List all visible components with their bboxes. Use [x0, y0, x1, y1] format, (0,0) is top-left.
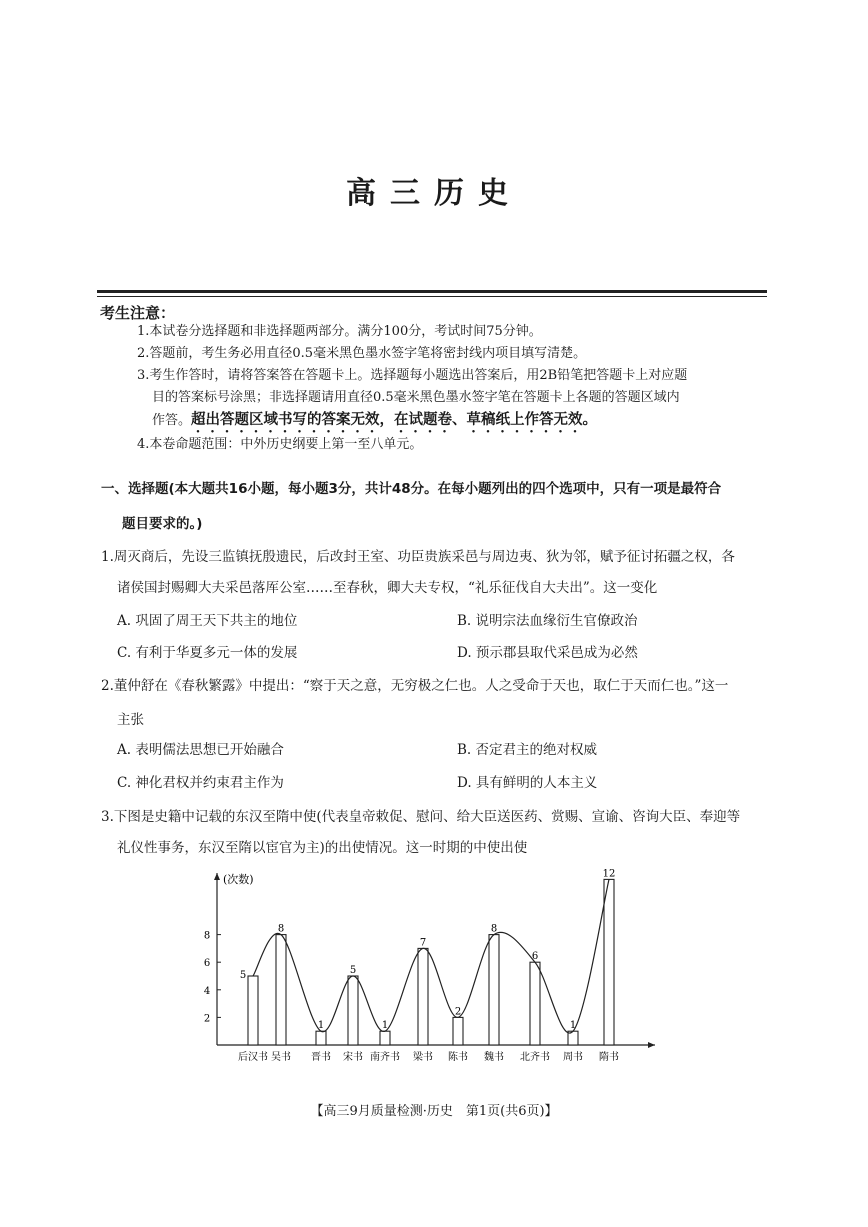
- bar: [418, 948, 428, 1045]
- q1-stem-line-2: 诸侯国封赐卿大夫采邑落厍公室……至春秋，卿大夫专权，“礼乐征伐自大夫出”。这一变化: [117, 580, 658, 596]
- data-label: 12: [602, 868, 616, 880]
- category-label: 魏书: [484, 1052, 504, 1063]
- category-label: 梁书: [413, 1052, 433, 1063]
- section-instruction-line-2: 题目要求的。): [122, 516, 203, 532]
- data-label: 1: [569, 1020, 577, 1032]
- notice-item-3-prefix: 作答。: [152, 413, 192, 428]
- header-rule-thick: [97, 290, 767, 293]
- bar: [604, 879, 614, 1045]
- notice-item-2: 2.答题前，考生务必用直径0.5毫米黑色墨水签字笔将密封线内项目填写清楚。: [137, 346, 587, 361]
- data-label: 5: [239, 970, 247, 981]
- q2-option-c[interactable]: C. 神化君权并约束君主作为: [117, 775, 284, 791]
- q3-stem-line-2: 礼仪性事务，东汉至隋以宦官为主)的出使情况。这一时期的中使出使: [117, 840, 528, 856]
- data-label: 7: [419, 937, 427, 949]
- trend-curve: [253, 879, 609, 1033]
- envoy-chart: [195, 865, 665, 1065]
- category-label: 南齐书: [370, 1052, 400, 1063]
- q1-option-a[interactable]: A. 巩固了周王天下共主的地位: [117, 613, 298, 629]
- notice-item-3-emphasis: 超出答题区域书写的答案无效，在试题卷、草稿纸上作答无效。: [191, 412, 598, 428]
- y-tick-label: 4: [203, 985, 211, 997]
- notice-item-1: 1.本试卷分选择题和非选择题两部分。满分100分，考试时间75分钟。: [137, 324, 542, 339]
- section-instruction-line-1: 一、选择题(本大题共16小题，每小题3分，共计48分。在每小题列出的四个选项中，只有一项是最符合: [101, 481, 722, 497]
- q2-stem-line-2: 主张: [117, 712, 144, 728]
- bar: [276, 935, 286, 1045]
- data-label: 8: [490, 923, 498, 935]
- y-tick-label: 8: [203, 930, 211, 942]
- data-label: 1: [381, 1020, 389, 1032]
- q1-option-b[interactable]: B. 说明宗法血缘衍生官僚政治: [457, 613, 638, 629]
- data-label: 8: [277, 923, 285, 935]
- q2-option-b[interactable]: B. 否定君主的绝对权威: [457, 742, 598, 758]
- bar: [380, 1031, 390, 1045]
- bar: [530, 962, 540, 1045]
- notice-item-3-line-1: 3.考生作答时，请将答案答在答题卡上。选择题每小题选出答案后，用2B铅笔把答题卡上对应题: [137, 368, 688, 383]
- bar: [248, 976, 258, 1045]
- data-label: 2: [454, 1006, 462, 1018]
- category-label: 隋书: [599, 1052, 619, 1063]
- data-label: 6: [531, 951, 539, 963]
- header-rule-thin: [97, 296, 767, 297]
- category-label: 晋书: [311, 1052, 331, 1063]
- q1-option-d[interactable]: D. 预示郡县取代采邑成为必然: [457, 645, 638, 661]
- chart-layer: [204, 868, 655, 1063]
- page-footer: 【高三9月质量检测·历史 第1页(共6页)】: [310, 1104, 558, 1119]
- category-label: 后汉书: [238, 1052, 268, 1063]
- category-label: 吴书: [271, 1052, 291, 1063]
- y-axis-label: (次数): [223, 873, 254, 886]
- notice-item-3-line-2: 目的答案标号涂黑；非选择题请用直径0.5毫米黑色墨水签字笔在答题卡上各题的答题区域内: [152, 390, 680, 405]
- q3-stem-line-1: 3.下图是史籍中记载的东汉至隋中使(代表皇帝敕促、慰问、给大臣送医药、赏赐、宣谕、咨询大臣、奉迎等: [101, 809, 741, 825]
- category-label: 周书: [563, 1052, 583, 1063]
- bar: [316, 1031, 326, 1045]
- page-title: 高三历史: [346, 176, 522, 211]
- category-label: 北齐书: [520, 1052, 550, 1063]
- q1-stem-line-1: 1.周灭商后，先设三监镇抚殷遗民，后改封王室、功臣贵族采邑与周边夷、狄为邻，赋予征讨拓疆之权，各: [101, 549, 735, 565]
- category-label: 陈书: [448, 1052, 468, 1063]
- data-label: 5: [349, 965, 357, 976]
- q1-option-c[interactable]: C. 有利于华夏多元一体的发展: [117, 645, 298, 661]
- notice-heading: 考生注意：: [100, 304, 176, 322]
- notice-item-4: 4.本卷命题范围：中外历史纲要上第一至八单元。: [137, 437, 423, 452]
- bar: [453, 1017, 463, 1045]
- y-tick-label: 6: [203, 958, 211, 970]
- y-axis-arrow: [214, 873, 220, 880]
- bar: [348, 976, 358, 1045]
- category-label: 宋书: [343, 1052, 363, 1063]
- bar: [489, 935, 499, 1045]
- y-tick-label: 2: [203, 1013, 211, 1025]
- notice-item-3-line-3: [152, 409, 597, 436]
- q2-stem-line-1: 2.董仲舒在《春秋繁露》中提出：“察于天之意，无穷极之仁也。人之受命于天也，取仁于天而仁也。”这一: [101, 678, 729, 694]
- data-label: 1: [317, 1020, 325, 1032]
- q2-option-d[interactable]: D. 具有鲜明的人本主义: [457, 775, 598, 791]
- q2-option-a[interactable]: A. 表明儒法思想已开始融合: [117, 742, 284, 758]
- x-axis-arrow: [648, 1042, 655, 1048]
